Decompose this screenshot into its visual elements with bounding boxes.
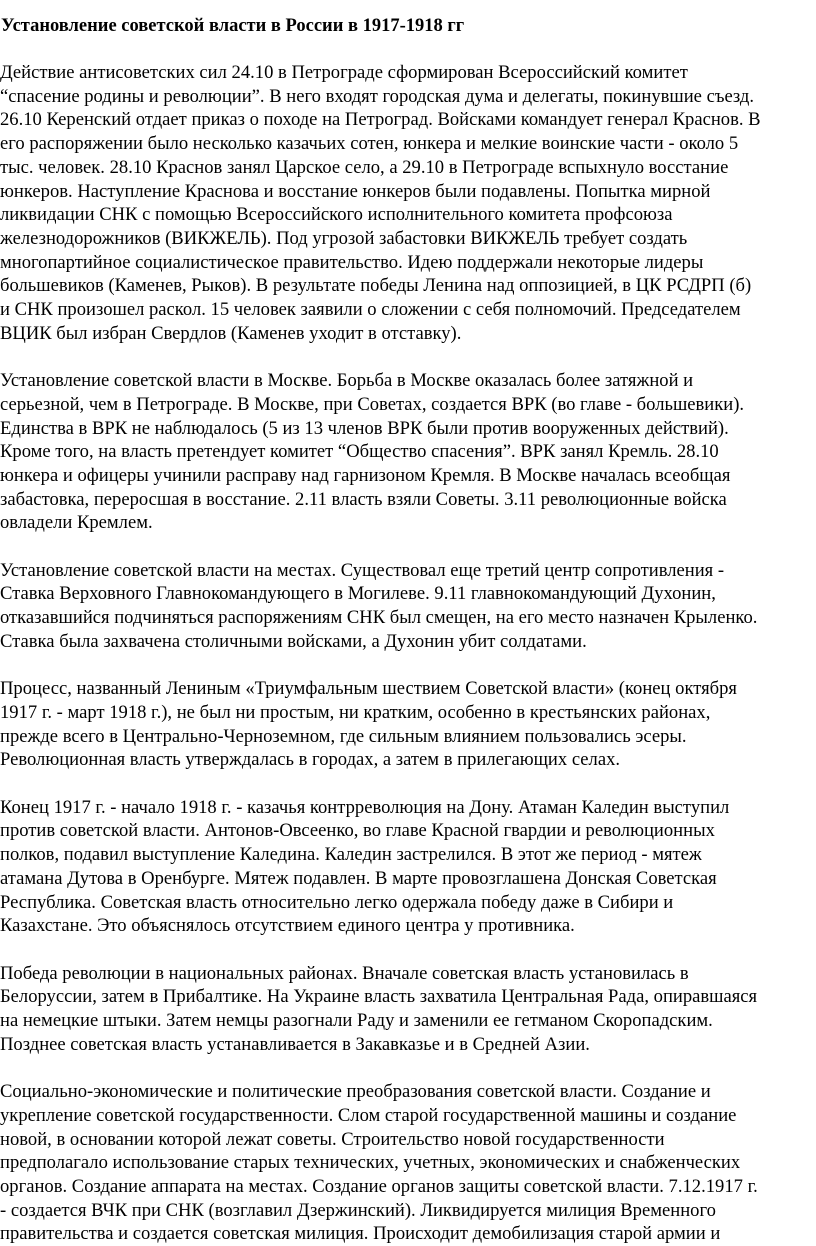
paragraph-national-regions: Победа революции в национальных районах. Вначале советская власть установилась в Белоруссии, затем в Прибалтике. На Украине власть захватила Центральная Рада, опиравшаяся на немецкие штыки. Затем немцы разогнали Раду и заменили ее гетманом Скоропадским. Позднее советская власть устанавливается в Закавказье и в Средней Азии. — [0, 962, 758, 1055]
paragraph-triumphal-march: Процесс, названный Лениным «Триумфальным шествием Советской власти» (конец октября 1917 г. - март 1918 г.), не был ни простым, ни кратким, особенно в крестьянских районах, прежде всего в Центрально-Черноземном, где сильным влиянием пользовались эсеры. Революционная власть утверждалась в городах, а затем в прилегающих селах. — [0, 678, 737, 771]
paragraph-regions: Установление советской власти на местах. Существовал еще третий центр сопротивления - Ставка Верховного Главнокомандующего в Могилеве. 9.11 главнокомандующий Духонин, отказавшийся подчиняться распоряжениям СНК был смещен, на его место назначен Крыленко. Ставка была захвачена столичными войсками, а Духонин убит солдатами. — [0, 559, 758, 652]
paragraph-don-counterrevolution: Конец 1917 г. - начало 1918 г. - казачья контрреволюция на Дону. Атаман Каледин выступил против советской власти. Антонов-Овсеенко, во главе Красной гвардии и революционных полков, подавил выступление Каледина. Каледин застрелился. В этот же период - мятеж атамана Дутова в Оренбурге. Мятеж подавлен. В марте провозглашена Донская Советская Республика. Советская власть относительно легко одержала победу даже в Сибири и Казахстане. Это объяснялось отсутствием единого центра у противника. — [0, 796, 730, 937]
document-title: Установление советской власти в России в 1917-1918 гг — [1, 16, 465, 36]
paragraph-reforms: Социально-экономические и политические преобразования советской власти. Создание и укрепление советской государственности. Слом старой государственной машины и создание новой, в основании которой лежат советы. Строительство новой государственности предполагало использование старых технических, учетных, экономических и снабженческих органов. Создание аппарата на местах. Создание органов защиты советской власти. 7.12.1917 г. - создается ВЧК при СНК (возглавил Дзержинский). Ликвидируется милиция Временного правительства и создается советская милиция. Происходит демобилизация старой армии и — [0, 1081, 758, 1245]
paragraph-moscow: Установление советской власти в Москве. Борьба в Москве оказалась более затяжной и серьезной, чем в Петрограде. В Москве, при Советах, создается ВРК (во главе - большевики). Единства в ВРК не наблюдалось (5 из 13 членов ВРК были против вооруженных действий). Кроме того, на власть претендует комитет “Общество спасения”. ВРК занял Кремль. 28.10 юнкера и офицеры учинили расправу над гарнизоном Кремля. В Москве началась всеобщая забастовка, переросшая в восстание. 2.11 власть взяли Советы. 3.11 революционные войска овладели Кремлем. — [0, 370, 745, 534]
paragraph-antisoviet-forces: Действие антисоветских сил 24.10 в Петрограде сформирован Всероссийский комитет “спасение родины и революции”. В него входят городская дума и делегаты, покинувшие съезд. 26.10 Керенский отдает приказ о походе на Петроград. Войсками командует генерал Краснов. В его распоряжении было несколько казачьих сотен, юнкера и мелкие воинские части - около 5 тыс. человек. 28.10 Краснов занял Царское село, а 29.10 в Петрограде вспыхнуло восстание юнкеров. Наступление Краснова и восстание юнкеров были подавлены. Попытка мирной ликвидации СНК с помощью Всероссийского исполнительного комитета профсоюза железнодорожников (ВИКЖЕЛЬ). Под угрозой забастовки ВИКЖЕЛЬ требует создать многопартийное социалистическое правительство. Идею поддержали некоторые лидеры большевиков (Каменев, Рыков). В результате победы Ленина над оппозицией, в ЦК РСДРП (б) и СНК произошел раскол. 15 человек заявили о сложении с себя полномочий. Председателем ВЦИК был избран Свердлов (Каменев уходит в отставку). — [0, 62, 761, 344]
